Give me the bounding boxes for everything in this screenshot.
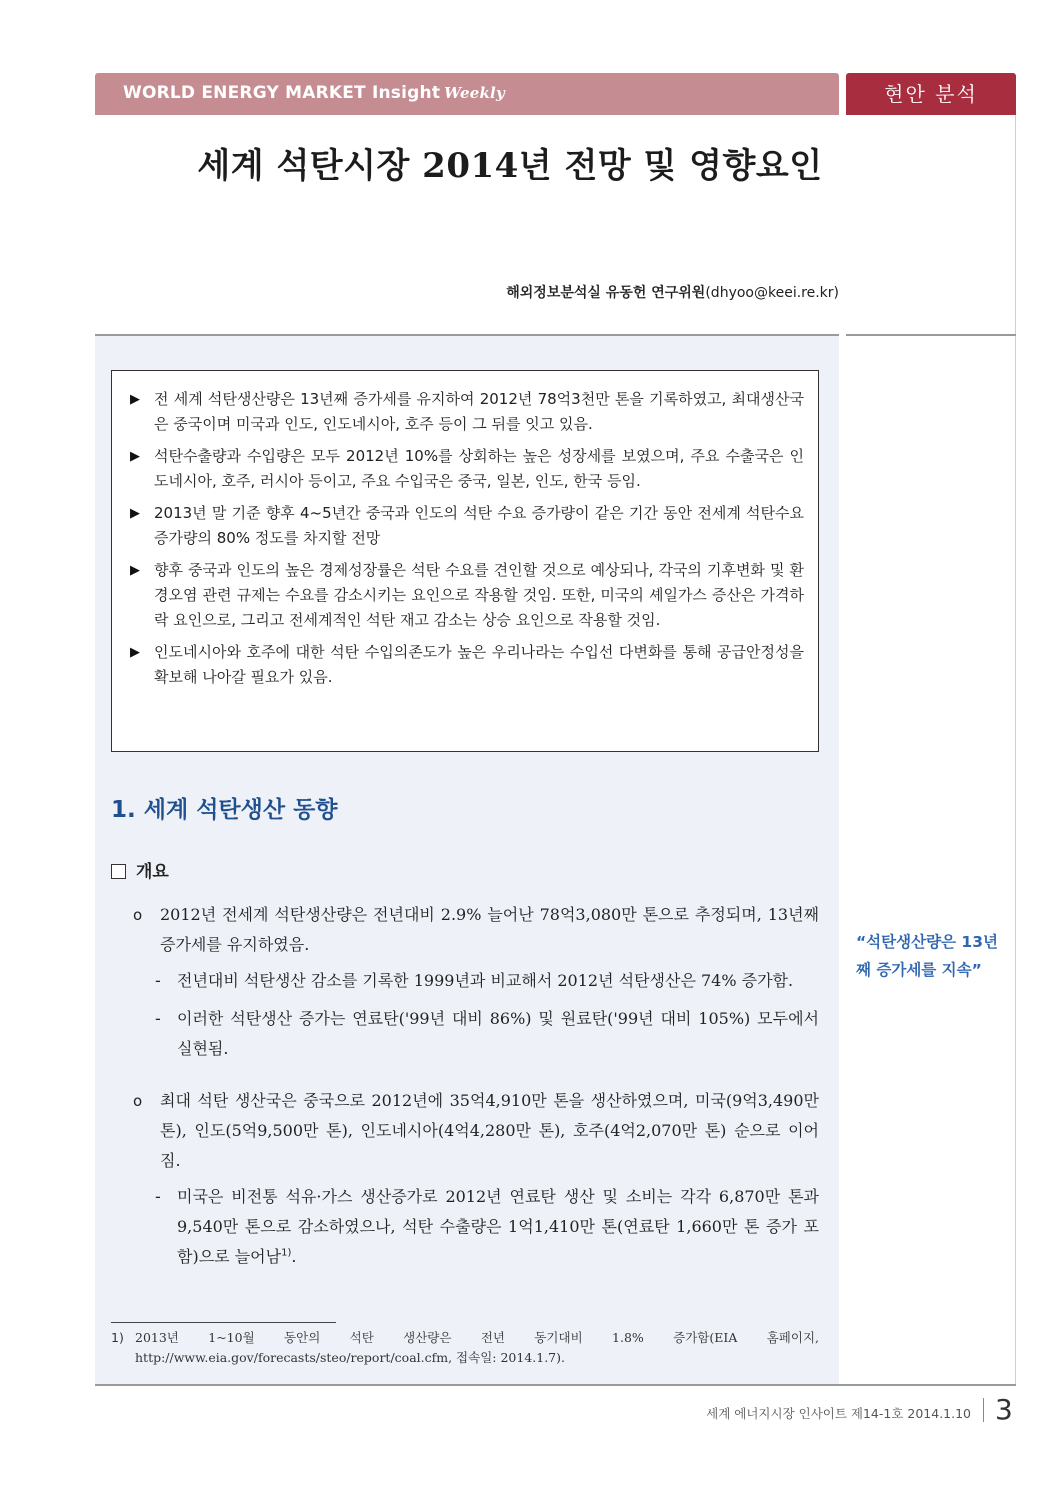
circle-bullet-icon: o [133, 1092, 143, 1110]
footer-separator [983, 1398, 984, 1422]
paragraph-text: 2012년 전세계 석탄생산량은 전년대비 2.9% 늘어난 78억3,080만 톤으로 추정되며, 13년째 증가세를 유지하였음. [160, 905, 819, 954]
footnote-rule [111, 1322, 336, 1323]
publication-brand [123, 83, 505, 103]
footer-publication: 세계 에너지시장 인사이트 제14-1호 2014.1.10 [706, 1406, 971, 1421]
top-rule-sidebar [846, 334, 1016, 336]
circle-bullet-icon: o [133, 906, 143, 924]
sub-paragraph-text: 이러한 석탄생산 증가는 연료탄('99년 대비 86%) 및 원료탄('99년 대비 105%) 모두에서 실현됨. [177, 1009, 819, 1058]
header-bar [95, 73, 839, 115]
author-email: (dhyoo@keei.re.kr) [705, 285, 839, 301]
bottom-rule [95, 1384, 1016, 1386]
summary-item [130, 640, 804, 690]
subsection-label: 개요 [136, 862, 169, 882]
summary-item [130, 501, 804, 551]
dash-bullet-icon: - [155, 1187, 161, 1206]
summary-text: 2013년 말 기준 향후 4~5년간 중국과 인도의 석탄 수요 증가량이 같은 기간 동안 전세계 석탄수요 증가량의 80% 정도를 차지할 전망 [154, 504, 804, 547]
footnote-number: 1) [111, 1330, 124, 1345]
subsection-heading [111, 857, 169, 882]
summary-text: 향후 중국과 인도의 높은 경제성장률은 석탄 수요를 견인할 것으로 예상되나, 각국의 기후변화 및 환경오염 관련 규제는 수요를 감소시키는 요인으로 작용할 것임. 또한, 미국의 셰일가스 증산은 가격하락 요인으로, 그리고 전세계적인 석탄 재고 감소는 상승 요인으로 작용할 것임. [154, 561, 804, 629]
footnote-text: 2013년 1~10월 동안의 석탄 생산량은 전년 동기대비 1.8% 증가함(EIA 홈페이지, http://www.eia.gov/forecasts/steo/report/coal.cfm, 접속일: 2014.1.7). [135, 1330, 819, 1365]
arrow-right-icon: ▶ [130, 506, 140, 521]
section-body [111, 900, 819, 1280]
dash-bullet-icon: - [155, 1009, 161, 1028]
arrow-right-icon: ▶ [130, 563, 140, 578]
brand-text: WORLD ENERGY MARKET Insight [123, 83, 441, 103]
summary-text: 인도네시아와 호주에 대한 석탄 수입의존도가 높은 우리나라는 수입선 다변화를 통해 공급안정성을 확보해 나아갈 필요가 있음. [154, 643, 804, 686]
summary-item [130, 558, 804, 633]
sidebar-pull-quote: “석탄생산량은 13년째 증가세를 지속” [856, 933, 998, 979]
summary-text: 전 세계 석탄생산량은 13년째 증가세를 유지하여 2012년 78억3천만 톤을 기록하였고, 최대생산국은 중국이며 미국과 인도, 인도네시아, 호주 등이 그 뒤를 잇고 있음. [154, 390, 804, 433]
summary-text: 석탄수출량과 수입량은 모두 2012년 10%를 상회하는 높은 성장세를 보였으며, 주요 수출국은 인도네시아, 호주, 러시아 등이고, 주요 수입국은 중국, 일본, 인도, 한국 등임. [154, 447, 804, 490]
sub-paragraph [111, 966, 819, 996]
sub-paragraph-text: 미국은 비전통 석유·가스 생산증가로 2012년 연료탄 생산 및 소비는 각각 6,870만 톤과 9,540만 톤으로 감소하였으나, 석탄 수출량은 1억1,410만 톤(연료탄 1,660만 톤 증가 포함)으로 늘어남 [177, 1187, 819, 1266]
section-heading: 1. 세계 석탄생산 동향 [111, 797, 338, 823]
right-margin-line [1015, 115, 1016, 1385]
paragraph-text: 최대 석탄 생산국은 중국으로 2012년에 35억4,910만 톤을 생산하였으며, 미국(9억3,490만 톤), 인도(5억9,500만 톤), 인도네시아(4억4,280만 톤), 호주(4억2,070만 톤) 순으로 이어짐. [160, 1091, 819, 1170]
dash-bullet-icon: - [155, 971, 161, 990]
body-paragraph [111, 900, 819, 960]
section-tab: 현안 분석 [846, 73, 1016, 115]
body-paragraph [111, 1086, 819, 1176]
summary-item [130, 444, 804, 494]
sub-paragraph: - 미국은 비전통 석유·가스 생산증가로 2012년 연료탄 생산 및 소비는 각각 6,870만 톤과 9,540만 톤으로 감소하였으나, 석탄 수출량은 1억1,410만 톤(연료탄 1,660만 톤 증가 포함)으로 늘어남$^{1)}$. [111, 1182, 819, 1272]
summary-item [130, 387, 804, 437]
arrow-right-icon: ▶ [130, 449, 140, 464]
author-name: 해외정보분석실 유동헌 연구위원 [506, 285, 706, 301]
footnote [111, 1328, 819, 1368]
summary-box [111, 370, 819, 752]
page-number: 3 [995, 1393, 1013, 1426]
footnote-reference: 1) [281, 1247, 292, 1259]
brand-weekly: Weekly [444, 84, 505, 102]
arrow-right-icon: ▶ [130, 645, 140, 660]
arrow-right-icon: ▶ [130, 392, 140, 407]
author-line [506, 282, 839, 302]
checkbox-square-icon [111, 864, 126, 879]
sub-paragraph [111, 1004, 819, 1064]
sub-paragraph-text: 전년대비 석탄생산 감소를 기록한 1999년과 비교해서 2012년 석탄생산은 74% 증가함. [177, 971, 794, 990]
article-title: 세계 석탄시장 2014년 전망 및 영향요인 [197, 146, 823, 186]
